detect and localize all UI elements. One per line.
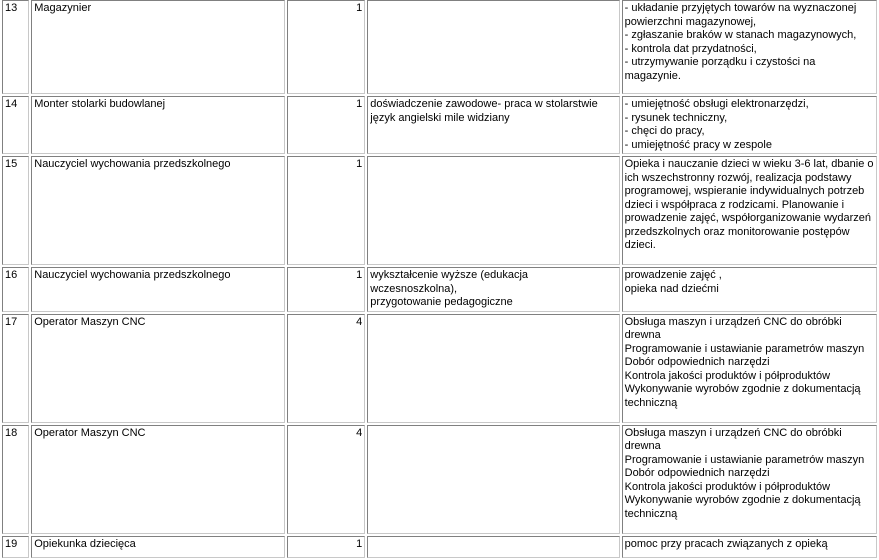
job-title: Operator Maszyn CNC xyxy=(31,425,284,534)
duties: prowadzenie zajęć , opieka nad dziećmi xyxy=(622,267,877,312)
duties: pomoc przy pracach związanych z opieką xyxy=(622,536,877,558)
requirements xyxy=(367,536,619,558)
row-number: 18 xyxy=(2,425,29,534)
job-title: Opiekunka dziecięca xyxy=(31,536,284,558)
row-number: 19 xyxy=(2,536,29,558)
requirements xyxy=(367,314,619,423)
vacancy-count: 1 xyxy=(287,536,366,558)
requirements xyxy=(367,425,619,534)
row-number: 15 xyxy=(2,156,29,265)
requirements xyxy=(367,156,619,265)
row-number: 13 xyxy=(2,0,29,94)
duties: Obsługa maszyn i urządzeń CNC do obróbki drewna Programowanie i ustawianie parametrów maszyn Dobór odpowiednich narzędzi Kontrola jakości produktów i półproduktów Wykonywanie wyrobów zgodnie z dokumentacją techniczną xyxy=(622,314,877,423)
vacancy-count: 4 xyxy=(287,314,366,423)
table-row xyxy=(2,425,877,534)
requirements: doświadczenie zawodowe- praca w stolarstwie język angielski mile widziany xyxy=(367,96,619,154)
requirements xyxy=(367,0,619,94)
duties: - układanie przyjętych towarów na wyznaczonej powierzchni magazynowej, - zgłaszanie braków w stanach magazynowych, - kontrola dat przydatności, - utrzymywanie porządku i czystości na magazynie. xyxy=(622,0,877,94)
table-row xyxy=(2,267,877,312)
duties: - umiejętność obsługi elektronarzędzi, - rysunek techniczny, - chęci do pracy, - umiejętność pracy w zespole xyxy=(622,96,877,154)
table-row xyxy=(2,314,877,423)
table-row xyxy=(2,0,877,94)
job-title: Monter stolarki budowlanej xyxy=(31,96,284,154)
duties: Opieka i nauczanie dzieci w wieku 3-6 lat, dbanie o ich wszechstronny rozwój, realizacja podstawy programowej, wspieranie indywidualnych potrzeb dzieci i współpraca z rodzicami. Planowanie i prowadzenie zajęć, współorganizowanie wydarzeń przedszkolnych oraz monitorowanie postępów dzieci. xyxy=(622,156,877,265)
table-row xyxy=(2,536,877,558)
vacancy-count: 1 xyxy=(287,156,366,265)
row-number: 16 xyxy=(2,267,29,312)
vacancy-count: 4 xyxy=(287,425,366,534)
job-title: Magazynier xyxy=(31,0,284,94)
job-title: Nauczyciel wychowania przedszkolnego xyxy=(31,267,284,312)
vacancy-count: 1 xyxy=(287,267,366,312)
row-number: 14 xyxy=(2,96,29,154)
table-row xyxy=(2,156,877,265)
duties: Obsługa maszyn i urządzeń CNC do obróbki drewna Programowanie i ustawianie parametrów maszyn Dobór odpowiednich narzędzi Kontrola jakości produktów i półproduktów Wykonywanie wyrobów zgodnie z dokumentacją techniczną xyxy=(622,425,877,534)
table-row xyxy=(2,96,877,154)
job-title: Nauczyciel wychowania przedszkolnego xyxy=(31,156,284,265)
job-title: Operator Maszyn CNC xyxy=(31,314,284,423)
vacancy-count: 1 xyxy=(287,96,366,154)
vacancy-count: 1 xyxy=(287,0,366,94)
row-number: 17 xyxy=(2,314,29,423)
requirements: wykształcenie wyższe (edukacja wczesnoszkolna), przygotowanie pedagogiczne xyxy=(367,267,619,312)
